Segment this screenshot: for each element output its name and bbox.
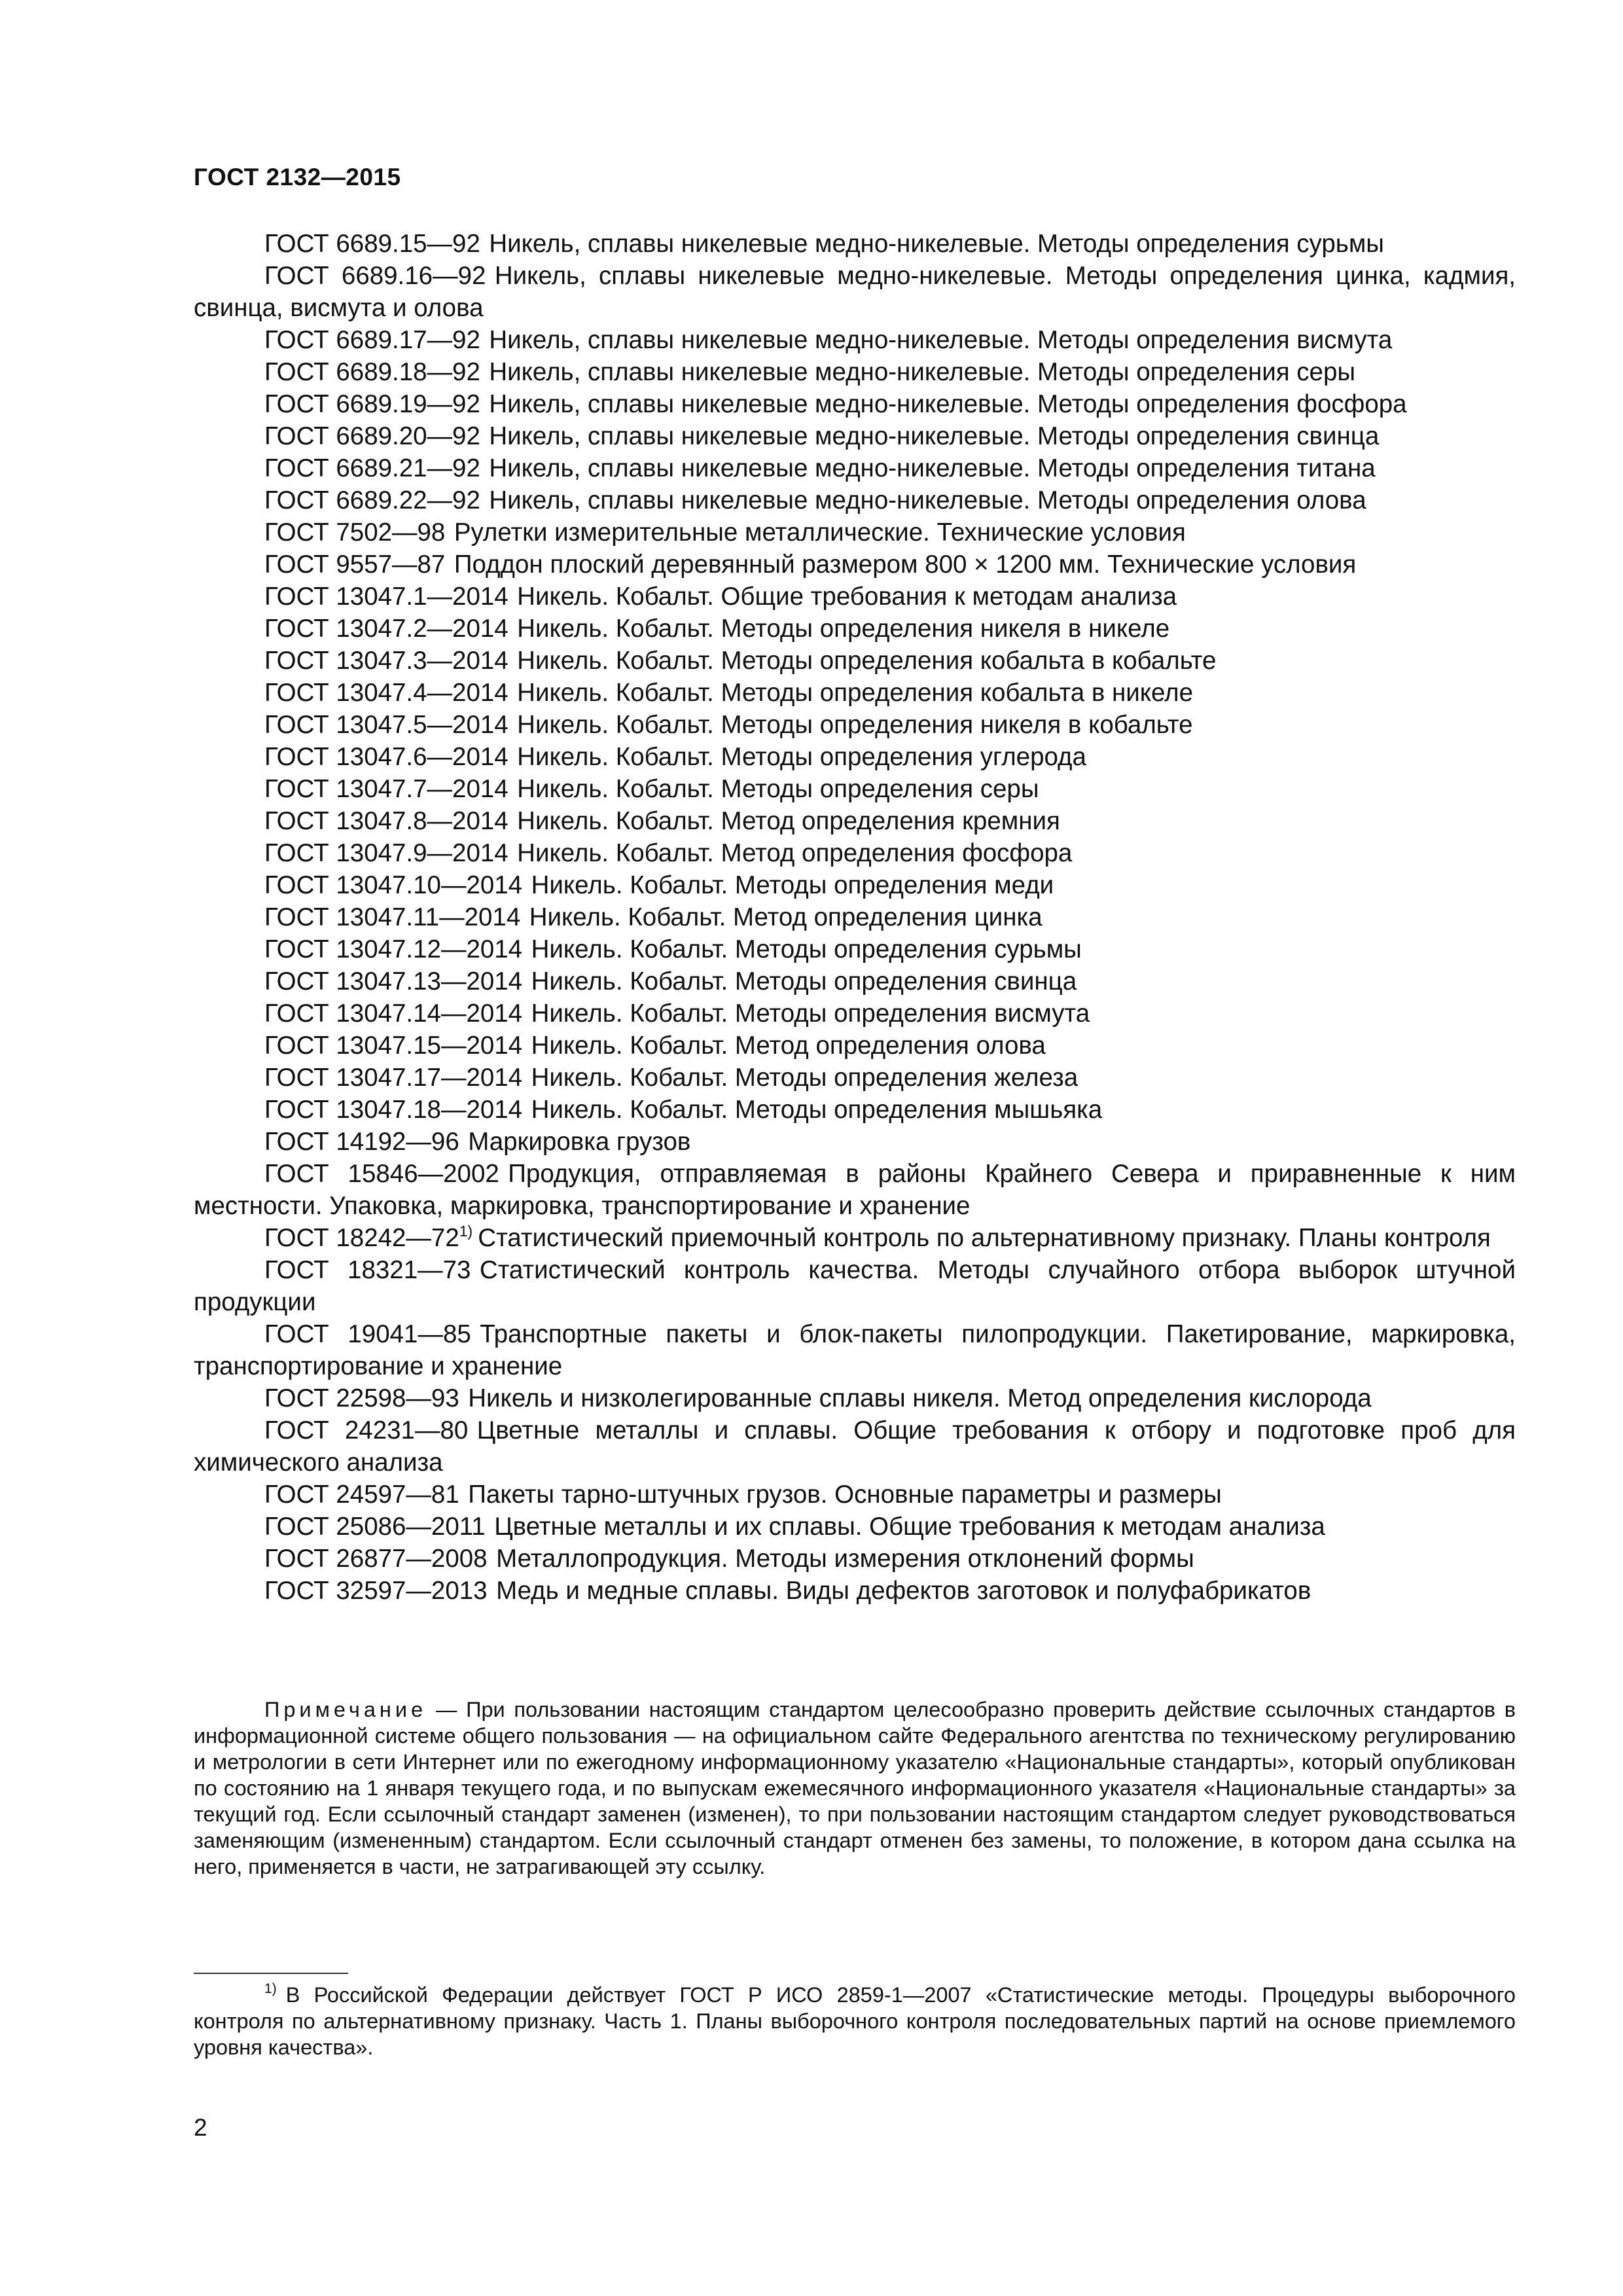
reference-title: Статистический контроль качества. Методы случайного отбора выборок штучной продукции bbox=[194, 1256, 1516, 1316]
footnote-divider bbox=[194, 1973, 348, 1974]
page-header: ГОСТ 2132—2015 bbox=[194, 164, 401, 190]
reference-item bbox=[194, 901, 1516, 933]
reference-code: ГОСТ 6689.19—92 bbox=[264, 390, 480, 418]
reference-code: ГОСТ 13047.4—2014 bbox=[264, 679, 508, 707]
reference-code: ГОСТ 15846—2002 bbox=[264, 1160, 499, 1188]
reference-code: ГОСТ 24231—80 bbox=[264, 1416, 469, 1444]
reference-title: Транспортные пакеты и блок-пакеты пилопродукции. Пакетирование, маркировка, транспортирование и хранение bbox=[194, 1320, 1516, 1380]
reference-title: Рулетки измерительные металлические. Технические условия bbox=[454, 518, 1186, 547]
note-paragraph bbox=[194, 1696, 1516, 1880]
reference-item bbox=[194, 1158, 1516, 1222]
reference-title: Никель. Кобальт. Методы определения кобальта в никеле bbox=[517, 679, 1194, 707]
reference-title: Никель. Кобальт. Общие требования к методам анализа bbox=[517, 583, 1177, 611]
reference-code: ГОСТ 13047.14—2014 bbox=[264, 999, 523, 1028]
reference-title: Цветные металлы и сплавы. Общие требования к отбору и подготовке проб для химического анализа bbox=[194, 1416, 1516, 1477]
reference-item bbox=[194, 677, 1516, 709]
reference-item bbox=[194, 548, 1516, 581]
reference-title: Никель. Кобальт. Методы определения свинца bbox=[531, 967, 1077, 996]
reference-title: Никель. Кобальт. Метод определения фосфора bbox=[517, 839, 1073, 867]
reference-code: ГОСТ 13047.8—2014 bbox=[264, 807, 508, 835]
reference-title: Никель, сплавы никелевые медно-никелевые. Методы определения олова bbox=[489, 486, 1366, 514]
reference-title: Цветные металлы и их сплавы. Общие требования к методам анализа bbox=[494, 1513, 1325, 1541]
reference-item bbox=[194, 420, 1516, 452]
reference-item bbox=[194, 1575, 1516, 1607]
note-text: — При пользовании настоящим стандартом целесообразно проверить действие ссылочных стандартов в информационной системе общего пользования — на официальном сайте Федерального агентства по техническому регулированию и метрологии в сети Интернет или по ежегодному информационному указателю «Национальные стандарты», который опубликован по состоянию на 1 января текущего года, и по выпускам ежемесячного информационного указателя «Национальные стандарты» за текущий год. Если ссылочный стандарт заменен (изменен), то при пользовании настоящим стандартом следует руководствоваться заменяющим (измененным) стандартом. Если ссылочный стандарт отменен без замены, то положение, в котором дана ссылка на него, применяется в части, не затрагивающей эту ссылку. bbox=[194, 1698, 1516, 1878]
reference-item bbox=[194, 581, 1516, 613]
reference-item bbox=[194, 356, 1516, 388]
reference-code: ГОСТ 18321—73 bbox=[264, 1256, 471, 1284]
reference-code: ГОСТ 13047.9—2014 bbox=[264, 839, 508, 867]
reference-item bbox=[194, 709, 1516, 741]
reference-title: Никель. Кобальт. Методы определения мышьяка bbox=[531, 1096, 1103, 1124]
reference-code: ГОСТ 6689.18—92 bbox=[264, 358, 480, 386]
reference-title: Пакеты тарно-штучных грузов. Основные параметры и размеры bbox=[468, 1480, 1222, 1509]
reference-code: ГОСТ 14192—96 bbox=[264, 1128, 459, 1156]
reference-code: ГОСТ 13047.17—2014 bbox=[264, 1064, 523, 1092]
reference-title: Никель. Кобальт. Методы определения сурьмы bbox=[531, 935, 1082, 963]
reference-item bbox=[194, 1254, 1516, 1318]
reference-title: Никель. Кобальт. Метод определения олова bbox=[531, 1031, 1046, 1060]
reference-item bbox=[194, 805, 1516, 837]
reference-code: ГОСТ 13047.3—2014 bbox=[264, 647, 508, 675]
reference-code: ГОСТ 13047.11—2014 bbox=[264, 903, 521, 931]
reference-item bbox=[194, 1318, 1516, 1382]
reference-title: Маркировка грузов bbox=[468, 1128, 691, 1156]
reference-title: Никель. Кобальт. Метод определения цинка bbox=[529, 903, 1043, 931]
reference-title: Никель. Кобальт. Метод определения кремния bbox=[517, 807, 1060, 835]
reference-code: ГОСТ 13047.12—2014 bbox=[264, 935, 523, 963]
reference-code: ГОСТ 6689.21—92 bbox=[264, 454, 480, 482]
reference-item bbox=[194, 484, 1516, 516]
reference-title: Продукция, отправляемая в районы Крайнего Севера и приравненные к ним местности. Упаковка, маркировка, транспортирование и хранение bbox=[194, 1160, 1516, 1220]
reference-title: Никель, сплавы никелевые медно-никелевые. Методы определения сурьмы bbox=[489, 230, 1384, 258]
reference-title: Никель, сплавы никелевые медно-никелевые. Методы определения серы bbox=[489, 358, 1356, 386]
reference-item bbox=[194, 965, 1516, 997]
reference-item bbox=[194, 516, 1516, 548]
reference-title: Никель. Кобальт. Методы определения меди bbox=[531, 871, 1054, 899]
reference-code: ГОСТ 13047.10—2014 bbox=[264, 871, 523, 899]
reference-code: ГОСТ 6689.20—92 bbox=[264, 422, 480, 450]
reference-item bbox=[194, 388, 1516, 420]
reference-item bbox=[194, 260, 1516, 324]
reference-item bbox=[194, 869, 1516, 901]
reference-item bbox=[194, 1382, 1516, 1414]
reference-code: ГОСТ 6689.15—92 bbox=[264, 230, 480, 258]
reference-code: ГОСТ 19041—85 bbox=[264, 1320, 471, 1348]
reference-item bbox=[194, 1222, 1516, 1254]
reference-code: ГОСТ 13047.18—2014 bbox=[264, 1096, 523, 1124]
reference-code: ГОСТ 6689.22—92 bbox=[264, 486, 480, 514]
reference-item bbox=[194, 613, 1516, 645]
reference-title: Никель. Кобальт. Методы определения никеля в кобальте bbox=[517, 711, 1193, 739]
reference-title: Поддон плоский деревянный размером 800 × 1200 мм. Технические условия bbox=[454, 550, 1357, 579]
reference-code: ГОСТ 18242—72 bbox=[264, 1224, 459, 1252]
reference-code: ГОСТ 13047.7—2014 bbox=[264, 775, 508, 803]
reference-item bbox=[194, 1030, 1516, 1062]
reference-item bbox=[194, 1479, 1516, 1511]
reference-title: Никель, сплавы никелевые медно-никелевые. Методы определения титана bbox=[489, 454, 1376, 482]
reference-item bbox=[194, 324, 1516, 356]
reference-item bbox=[194, 1062, 1516, 1094]
reference-title: Медь и медные сплавы. Виды дефектов заготовок и полуфабрикатов bbox=[496, 1577, 1311, 1605]
reference-code: ГОСТ 26877—2008 bbox=[264, 1545, 488, 1573]
reference-code: ГОСТ 7502—98 bbox=[264, 518, 446, 547]
reference-title: Никель. Кобальт. Методы определения висмута bbox=[531, 999, 1090, 1028]
reference-item bbox=[194, 1511, 1516, 1543]
footnote-reference-mark: 1) bbox=[459, 1223, 473, 1240]
reference-title: Статистический приемочный контроль по альтернативному признаку. Планы контроля bbox=[478, 1224, 1491, 1252]
footnote-text: В Российской Федерации действует ГОСТ Р ИСО 2859-1—2007 «Статистические методы. Процедуры выборочного контроля по альтернативному признаку. Часть 1. Планы выборочного контроля последовательных партий на основе приемлемого уровня качества». bbox=[194, 1983, 1516, 2059]
reference-item bbox=[194, 1126, 1516, 1158]
references-list bbox=[194, 228, 1516, 1607]
reference-title: Никель, сплавы никелевые медно-никелевые. Методы определения свинца bbox=[489, 422, 1380, 450]
reference-item bbox=[194, 773, 1516, 805]
reference-item bbox=[194, 1094, 1516, 1126]
reference-title: Никель, сплавы никелевые медно-никелевые. Методы определения фосфора bbox=[489, 390, 1407, 418]
reference-item bbox=[194, 997, 1516, 1030]
reference-title: Никель. Кобальт. Методы определения никеля в никеле bbox=[517, 615, 1170, 643]
reference-title: Никель, сплавы никелевые медно-никелевые. Методы определения висмута bbox=[489, 326, 1393, 354]
footnote bbox=[194, 1982, 1516, 2060]
reference-code: ГОСТ 9557—87 bbox=[264, 550, 446, 579]
reference-code: ГОСТ 25086—2011 bbox=[264, 1513, 486, 1541]
reference-code: ГОСТ 6689.17—92 bbox=[264, 326, 480, 354]
reference-item bbox=[194, 741, 1516, 773]
reference-item bbox=[194, 1414, 1516, 1479]
reference-code: ГОСТ 32597—2013 bbox=[264, 1577, 488, 1605]
reference-title: Никель. Кобальт. Методы определения кобальта в кобальте bbox=[517, 647, 1217, 675]
reference-item bbox=[194, 452, 1516, 484]
reference-code: ГОСТ 13047.5—2014 bbox=[264, 711, 508, 739]
reference-item bbox=[194, 645, 1516, 677]
reference-code: ГОСТ 13047.1—2014 bbox=[264, 583, 508, 611]
page-number: 2 bbox=[194, 2114, 207, 2141]
reference-title: Металлопродукция. Методы измерения отклонений формы bbox=[496, 1545, 1194, 1573]
reference-title: Никель. Кобальт. Методы определения серы bbox=[517, 775, 1039, 803]
reference-code: ГОСТ 24597—81 bbox=[264, 1480, 459, 1509]
reference-code: ГОСТ 22598—93 bbox=[264, 1384, 459, 1412]
reference-item bbox=[194, 1543, 1516, 1575]
note-label: Примечание bbox=[264, 1698, 427, 1721]
reference-item bbox=[194, 933, 1516, 965]
reference-title: Никель. Кобальт. Методы определения железа bbox=[531, 1064, 1079, 1092]
reference-code: ГОСТ 6689.16—92 bbox=[264, 262, 486, 290]
reference-code: ГОСТ 13047.2—2014 bbox=[264, 615, 508, 643]
reference-item bbox=[194, 228, 1516, 260]
footnote-mark: 1) bbox=[264, 1981, 277, 1996]
reference-code: ГОСТ 13047.13—2014 bbox=[264, 967, 523, 996]
reference-title: Никель. Кобальт. Методы определения углерода bbox=[517, 743, 1086, 771]
reference-title: Никель, сплавы никелевые медно-никелевые. Методы определения цинка, кадмия, свинца, висмута и олова bbox=[194, 262, 1516, 322]
reference-title: Никель и низколегированные сплавы никеля. Метод определения кислорода bbox=[468, 1384, 1372, 1412]
reference-item bbox=[194, 837, 1516, 869]
reference-code: ГОСТ 13047.15—2014 bbox=[264, 1031, 523, 1060]
reference-code: ГОСТ 13047.6—2014 bbox=[264, 743, 508, 771]
